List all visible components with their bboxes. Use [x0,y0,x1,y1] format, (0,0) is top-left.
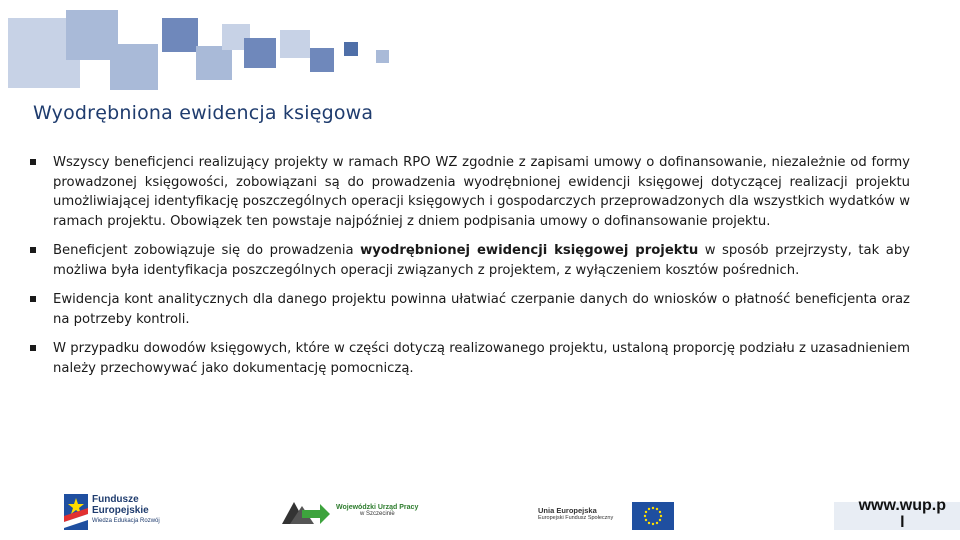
website-url[interactable] [859,497,946,531]
wup-line2: w Szczecinie [360,511,395,517]
slide-title: Wyodrębniona ewidencja księgowa [33,102,374,124]
list-item [30,290,910,329]
list-item [30,339,910,378]
list-item [30,241,910,280]
bullet-marker-icon [30,345,36,351]
bullet-marker-icon [30,159,36,165]
fundusze-europejskie-logo [64,492,184,532]
decor-square [110,44,158,90]
decor-square [310,48,334,72]
bullet-text: W przypadku dowodów księgowych, które w części dotyczą realizowanego projektu, ustaloną proporcję podziału z uzasadnieniem należy przechowywać jako dokumentację pomocniczą. [53,341,910,376]
bullet-text: Ewidencja kont analitycznych dla danego projektu powinna ułatwiać czerpanie danych do wniosków o płatność beneficjenta oraz na potrzeby kontroli. [53,292,910,327]
fundusze-europejskie-icon [64,494,88,530]
bullet-text: w sposób przejrzysty, tak aby możliwa była identyfikacja poszczególnych operacji związanych z projektem, z wyłączeniem kosztów pośrednich. [53,243,910,278]
bullet-text: Wszyscy beneficjenci realizujący projekty w ramach RPO WZ zgodnie z zapisami umowy o dofinansowanie, niezależnie od formy prowadzonej księgowości, zobowiązani są do prowadzenia wyodrębnionej ewidencji księgowej dotyczącej realizacji projektu umożliwiającej identyfikację poszczególnych operacji księgowych i gospodarczych przeprowadzonych dla wszystkich wydatków w ramach projektu. Obowiązek ten powstaje najpóźniej z dniem podpisania umowy o dofinansowanie projektu. [53,155,910,229]
decor-square [244,38,276,68]
bullet-bold-text: wyodrębnionej ewidencji księgowej projektu [360,243,699,258]
eu-flag-icon [632,502,674,530]
fe-line1: Fundusze [92,494,139,505]
list-item [30,153,910,231]
wup-logo [280,492,430,532]
bullet-text: Beneficjent zobowiązuje się do prowadzenia [53,243,361,258]
wup-line1: Wojewódzki Urząd Pracy [336,504,419,511]
fe-line2: Europejskie [92,505,149,516]
ue-line2: Europejski Fundusz Społeczny [538,515,614,521]
wup-mark-icon [280,496,330,528]
fe-line3: Wiedza Edukacja Rozwój [92,518,160,524]
decor-square [344,42,358,56]
decor-square [280,30,310,58]
url-line2: l [900,514,905,531]
bullet-marker-icon [30,296,36,302]
ue-line1: Unia Europejska [538,506,597,515]
unia-europejska-logo [538,492,678,532]
url-line1: www.wup.p [858,497,946,514]
bullet-marker-icon [30,247,36,253]
decor-square [162,18,198,52]
bullet-list [30,153,910,388]
decor-square [376,50,389,63]
decor-square [196,46,232,80]
